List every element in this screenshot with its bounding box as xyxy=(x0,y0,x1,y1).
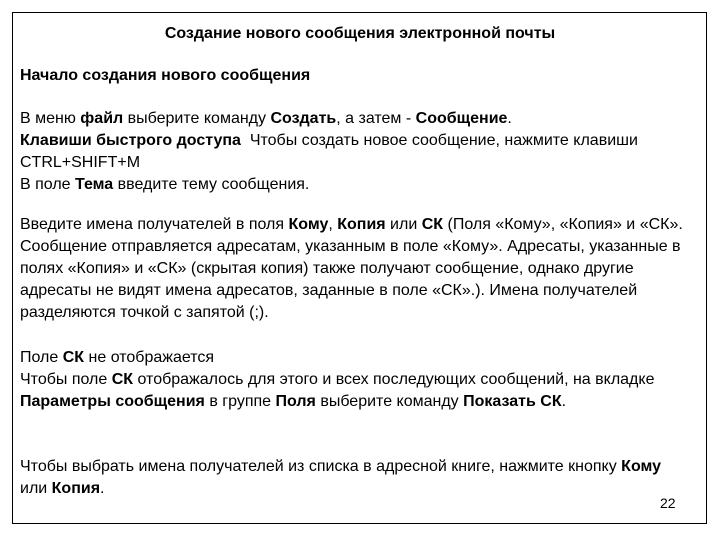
paragraph-bcc: Поле СК не отображается Чтобы поле СК отображалось для этого и всех последующих сообщений, на вкладке Параметры сообщения в группе Поля выберите команду Показать СК. xyxy=(20,349,659,410)
page-number: 22 xyxy=(660,495,676,511)
paragraph-create-message: В меню файл выберите команду Создать, а затем - Сообщение. Клавиши быстрого доступа Чтобы создать новое сообщение, нажмите клавиши CTRL+SHIFT+M В поле Тема введите тему сообщения. xyxy=(20,110,643,193)
paragraph-recipients: Введите имена получателей в поля Кому, Копия или СК (Поля «Кому», «Копия» и «СК». Сообщение отправляется адресатам, указанным в поле «Кому». Адресаты, указанные в полях «Копия» и «СК» (скрытая копия) также получают сообщение, однако другие адресаты не видят имена адресатов, заданные в поле «СК».). Имена получателей разделяются точкой с запятой (;). xyxy=(20,216,688,321)
slide-title: Создание нового сообщения электронной почты xyxy=(164,25,556,42)
section-heading: Начало создания нового сообщения xyxy=(20,67,311,84)
paragraph-address-book: Чтобы выбрать имена получателей из списка в адресной книге, нажмите кнопку Кому или Копия. xyxy=(20,458,666,497)
